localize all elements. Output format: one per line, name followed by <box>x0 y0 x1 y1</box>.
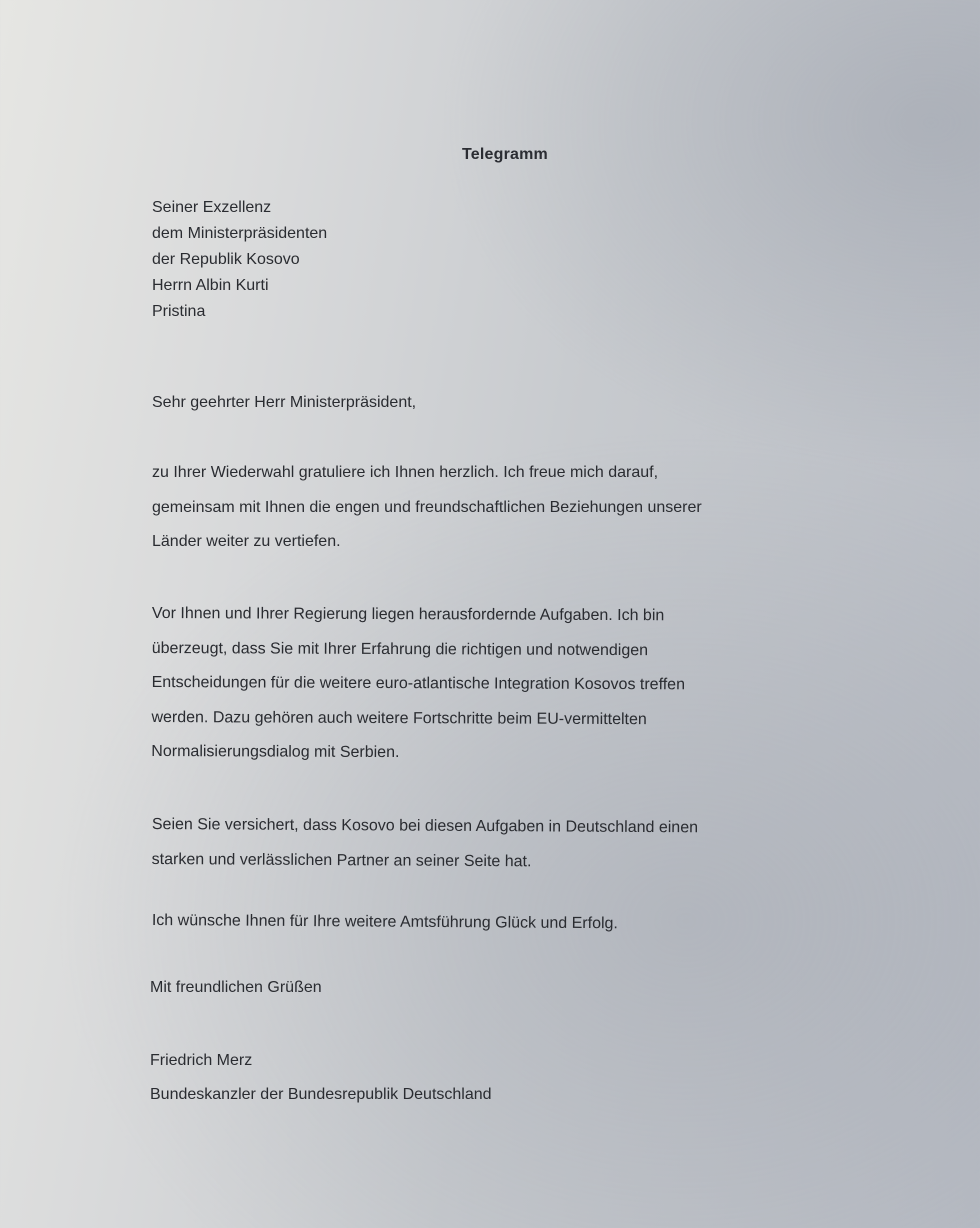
paragraph-line: Vor Ihnen und Ihrer Regierung liegen herausfordernde Aufgaben. Ich bin <box>151 604 665 625</box>
signatory-position: Bundeskanzler der Bundesrepublik Deutschland <box>150 1086 492 1103</box>
document-title: Telegramm <box>462 146 548 163</box>
paragraph-line: Normalisierungsdialog mit Serbien. <box>151 742 400 762</box>
signatory-name: Friedrich Merz <box>150 1052 253 1069</box>
paragraph-challenges <box>151 597 685 772</box>
address-line: Seiner Exzellenz <box>152 199 272 216</box>
paragraph-line: Entscheidungen für die weitere euro-atlantische Integration Kosovos treffen <box>151 673 686 694</box>
address-line: Pristina <box>152 303 206 320</box>
closing-phrase: Mit freundlichen Grüßen <box>150 979 322 996</box>
address-line: dem Ministerpräsidenten <box>152 225 328 242</box>
address-line: Herrn Albin Kurti <box>152 277 269 294</box>
signature-block <box>150 1044 492 1112</box>
address-line: der Republik Kosovo <box>152 251 300 268</box>
paragraph-line: Seien Sie versichert, dass Kosovo bei diesen Aufgaben in Deutschland einen <box>151 815 699 837</box>
paragraph-line: überzeugt, dass Sie mit Ihrer Erfahrung die richtigen und notwendigen <box>151 639 649 659</box>
paragraph-line: starken und verlässlichen Partner an seiner Seite hat. <box>151 850 532 870</box>
paragraph-line: Länder weiter zu vertiefen. <box>152 533 341 550</box>
recipient-address <box>152 195 327 325</box>
paragraph-line: zu Ihrer Wiederwahl gratuliere ich Ihnen herzlich. Ich freue mich darauf, <box>152 464 659 481</box>
paragraph-wishes: Ich wünsche Ihnen für Ihre weitere Amtsführung Glück und Erfolg. <box>151 911 618 933</box>
paragraph-line: gemeinsam mit Ihnen die engen und freundschaftlichen Beziehungen unserer <box>152 498 702 516</box>
paragraph-congratulation <box>152 456 702 560</box>
paragraph-line: werden. Dazu gehören auch weitere Fortschritte beim EU-vermittelten <box>151 708 647 728</box>
salutation: Sehr geehrter Herr Ministerpräsident, <box>152 394 417 411</box>
paragraph-partnership <box>152 808 699 880</box>
